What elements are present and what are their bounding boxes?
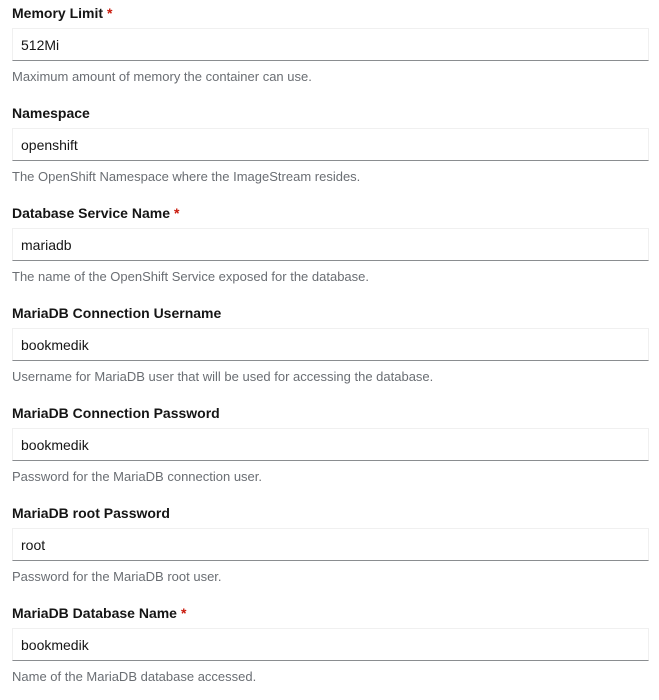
mariadb-username-help: Username for MariaDB user that will be used for accessing the database. [12, 369, 434, 384]
mariadb-root-password-input[interactable] [12, 528, 649, 561]
mariadb-root-password-help: Password for the MariaDB root user. [12, 569, 222, 584]
database-service-name-label: Database Service Name * [12, 205, 180, 221]
memory-limit-input[interactable] [12, 28, 649, 61]
mariadb-password-help: Password for the MariaDB connection user. [12, 469, 263, 484]
mariadb-password-label: MariaDB Connection Password [12, 405, 220, 421]
required-indicator: * [180, 605, 187, 621]
mariadb-username-input[interactable] [12, 328, 649, 361]
mariadb-username-field [12, 300, 649, 400]
database-service-name-input[interactable] [12, 228, 649, 261]
mariadb-database-name-help: Name of the MariaDB database accessed. [12, 669, 257, 684]
mariadb-username-label: MariaDB Connection Username [12, 305, 222, 321]
database-service-name-help: The name of the OpenShift Service exposed for the database. [12, 269, 369, 284]
mariadb-password-field [12, 400, 649, 500]
memory-limit-label: Memory Limit * [12, 5, 113, 21]
namespace-input[interactable] [12, 128, 649, 161]
memory-limit-help: Maximum amount of memory the container can use. [12, 69, 312, 84]
mariadb-password-input[interactable] [12, 428, 649, 461]
database-service-name-field [12, 200, 649, 300]
required-indicator: * [107, 5, 113, 21]
namespace-help: The OpenShift Namespace where the ImageStream resides. [12, 169, 361, 184]
required-indicator: * [174, 205, 180, 221]
mariadb-database-name-field [12, 600, 649, 700]
namespace-field [12, 100, 649, 200]
mariadb-database-name-label: MariaDB Database Name * [12, 605, 187, 621]
mariadb-root-password-field [12, 500, 649, 600]
mariadb-root-password-label: MariaDB root Password [12, 505, 170, 521]
memory-limit-field [12, 0, 649, 100]
namespace-label: Namespace [12, 105, 90, 121]
mariadb-database-name-input[interactable] [12, 628, 649, 661]
